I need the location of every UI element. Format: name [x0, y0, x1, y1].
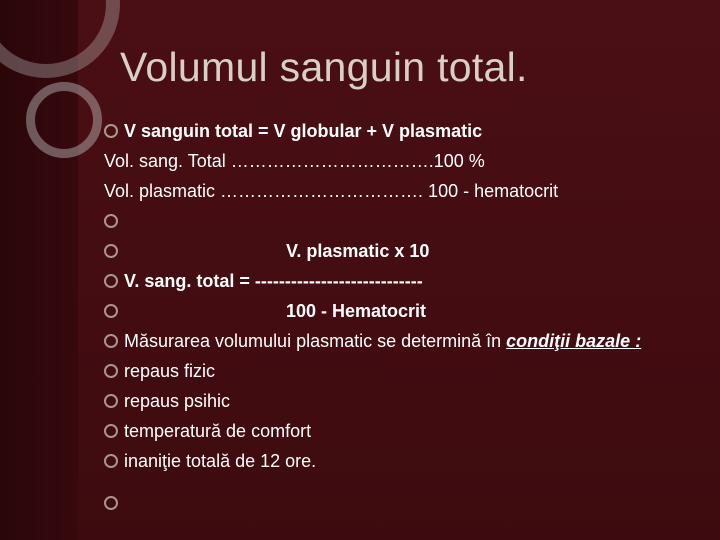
fraction-denominator-line	[104, 300, 427, 322]
bullet-icon	[104, 364, 118, 378]
condition-text: temperatură de comfort	[124, 421, 312, 441]
condition-item	[104, 390, 230, 412]
bullet-icon	[104, 496, 118, 510]
condition-item	[104, 360, 215, 382]
bullet-icon	[104, 304, 118, 318]
bullet-icon	[104, 424, 118, 438]
left-decorative-band	[0, 0, 78, 540]
fraction-denominator: 100 - Hematocrit	[286, 301, 427, 321]
fraction-numerator-line	[104, 240, 430, 262]
condition-item	[104, 450, 316, 472]
empty-bullet-line	[104, 492, 124, 514]
slide-title: Volumul sanguin total.	[120, 44, 528, 90]
basal-conditions-text: condiţii bazale :	[506, 331, 642, 351]
volume-line-plasma	[104, 180, 558, 202]
fraction-line	[104, 270, 423, 292]
formula-line	[104, 120, 482, 142]
measurement-line	[104, 330, 641, 352]
condition-text: repaus fizic	[124, 361, 216, 381]
formula-text: V sanguin total = V globular + V plasmatic	[124, 121, 483, 141]
empty-bullet-line	[104, 210, 124, 232]
fraction-bar-text: V. sang. total = ----------------------------	[124, 271, 423, 291]
bullet-icon	[104, 394, 118, 408]
decorative-ring-small	[26, 82, 102, 158]
fraction-numerator: V. plasmatic x 10	[286, 241, 430, 261]
bullet-icon	[104, 274, 118, 288]
bullet-icon	[104, 214, 118, 228]
bullet-icon	[104, 454, 118, 468]
volume-total-text: Vol. sang. Total …………………………….100 %	[104, 151, 485, 171]
bullet-icon	[104, 334, 118, 348]
condition-text: inaniţie totală de 12 ore.	[124, 451, 317, 471]
bullet-icon	[104, 124, 118, 138]
measurement-text: Măsurarea volumului plasmatic se determină în	[124, 331, 507, 351]
bullet-icon	[104, 244, 118, 258]
condition-item	[104, 420, 311, 442]
condition-text: repaus psihic	[124, 391, 231, 411]
volume-line-total	[104, 150, 485, 172]
volume-plasma-text: Vol. plasmatic ……………………………. 100 - hematocrit	[104, 181, 559, 201]
